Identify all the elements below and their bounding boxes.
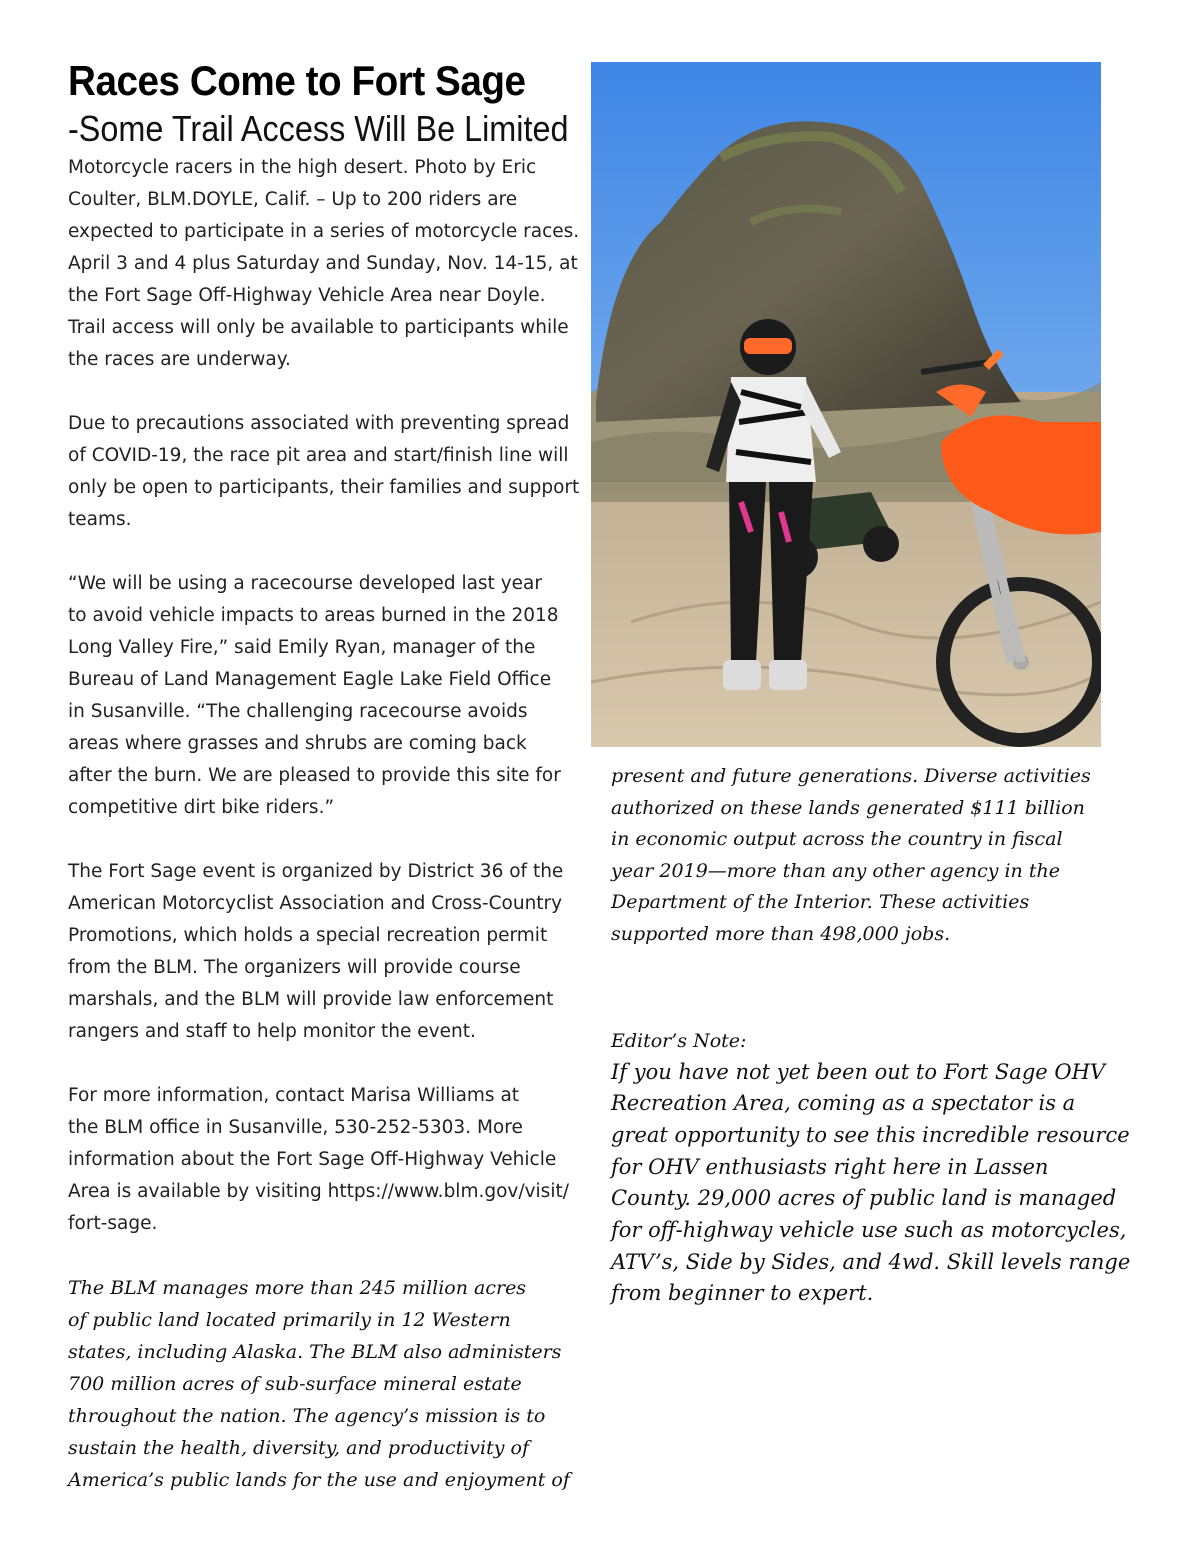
text-line: year 2019—more than any other agency in the	[611, 859, 1060, 882]
editor-note-label: Editor’s Note:	[611, 1029, 747, 1052]
article-title: Races Come to Fort Sage	[68, 57, 526, 104]
text-line: teams.	[68, 509, 132, 530]
text-line: of public land located primarily in 12 Western	[68, 1309, 511, 1331]
text-line: the races are underway.	[68, 349, 291, 370]
text-line: fort-sage.	[68, 1213, 158, 1234]
text-line: from the BLM. The organizers will provide course	[68, 957, 521, 978]
text-line: Promotions, which holds a special recreation permit	[68, 925, 548, 946]
text-line: only be open to participants, their families and support	[68, 477, 580, 498]
paragraph-blm-about	[68, 1272, 588, 1496]
text-line: The BLM manages more than 245 million acres	[68, 1277, 527, 1299]
left-column	[68, 152, 588, 1496]
paragraph-intro	[68, 152, 588, 376]
paragraph-quote	[68, 568, 588, 824]
editor-note	[611, 1057, 1151, 1311]
text-line: states, including Alaska. The BLM also administers	[68, 1341, 562, 1363]
text-line: the Fort Sage Off-Highway Vehicle Area near Doyle.	[68, 285, 546, 306]
text-line: in economic output across the country in fiscal	[611, 828, 1063, 851]
motorcycle-rider-photo-icon	[591, 62, 1101, 747]
text-line: Department of the Interior. These activities	[611, 891, 1030, 914]
text-line: Trail access will only be available to participants while	[68, 317, 569, 338]
text-line: great opportunity to see this incredible resource	[611, 1122, 1130, 1147]
text-line: Motorcycle racers in the high desert. Photo by Eric	[68, 157, 537, 178]
text-line: For more information, contact Marisa Williams at	[68, 1085, 520, 1106]
text-line: sustain the health, diversity, and productivity of	[68, 1437, 529, 1459]
text-line: areas where grasses and shrubs are coming back	[68, 733, 527, 754]
paragraph-contact	[68, 1080, 588, 1240]
text-line: Long Valley Fire,” said Emily Ryan, manager of the	[68, 637, 536, 658]
text-line: Coulter, BLM.DOYLE, Calif. – Up to 200 riders are	[68, 189, 518, 210]
text-line: The Fort Sage event is organized by District 36 of the	[68, 861, 564, 882]
text-line: marshals, and the BLM will provide law enforcement	[68, 989, 554, 1010]
text-line: If you have not yet been out to Fort Sage OHV	[611, 1059, 1106, 1084]
text-line: ATV’s, Side by Sides, and 4wd. Skill levels range	[611, 1249, 1131, 1274]
text-line: rangers and staff to help monitor the event.	[68, 1021, 476, 1042]
text-line: America’s public lands for the use and enjoyment of	[68, 1469, 570, 1491]
text-line: supported more than 498,000 jobs.	[611, 922, 951, 945]
text-line: expected to participate in a series of motorcycle races.	[68, 221, 580, 242]
text-line: after the burn. We are pleased to provide this site for	[68, 765, 561, 786]
text-line: in Susanville. “The challenging racecourse avoids	[68, 701, 528, 722]
article-subtitle: -Some Trail Access Will Be Limited	[68, 108, 569, 149]
text-line: County. 29,000 acres of public land is managed	[611, 1186, 1117, 1211]
text-line: present and future generations. Diverse activities	[611, 765, 1091, 787]
text-line: Due to precautions associated with preventing spread	[68, 413, 570, 434]
text-line: Bureau of Land Management Eagle Lake Field Office	[68, 669, 552, 690]
paragraph-organizers	[68, 856, 588, 1048]
rider-photo	[591, 62, 1101, 747]
text-line: throughout the nation. The agency’s mission is to	[68, 1405, 546, 1427]
text-line: authorized on these lands generated $111 billion	[611, 796, 1085, 819]
text-line: Area is available by visiting https://www.blm.gov/visit/	[68, 1181, 569, 1202]
text-line: to avoid vehicle impacts to areas burned in the 2018	[68, 605, 559, 626]
text-line: American Motorcyclist Association and Cross-Country	[68, 893, 563, 914]
text-line: from beginner to expert.	[611, 1281, 874, 1306]
right-column	[611, 761, 1151, 1310]
text-line: “We will be using a racecourse developed last year	[68, 573, 542, 594]
paragraph-blm-continuation	[611, 761, 1151, 951]
paragraph-covid	[68, 408, 588, 536]
text-line: April 3 and 4 plus Saturday and Sunday, Nov. 14-15, at	[68, 253, 578, 274]
text-line: information about the Fort Sage Off-Highway Vehicle	[68, 1149, 557, 1170]
text-line: Recreation Area, coming as a spectator is a	[611, 1091, 1076, 1116]
text-line: for OHV enthusiasts right here in Lassen	[611, 1154, 1049, 1179]
text-line: the BLM office in Susanville, 530-252-5303. More	[68, 1117, 523, 1138]
text-line: of COVID-19, the race pit area and start/finish line will	[68, 445, 569, 466]
text-line: for off-highway vehicle use such as motorcycles,	[611, 1218, 1127, 1243]
text-line: 700 million acres of sub-surface mineral estate	[68, 1373, 522, 1395]
text-line: competitive dirt bike riders.”	[68, 797, 335, 818]
